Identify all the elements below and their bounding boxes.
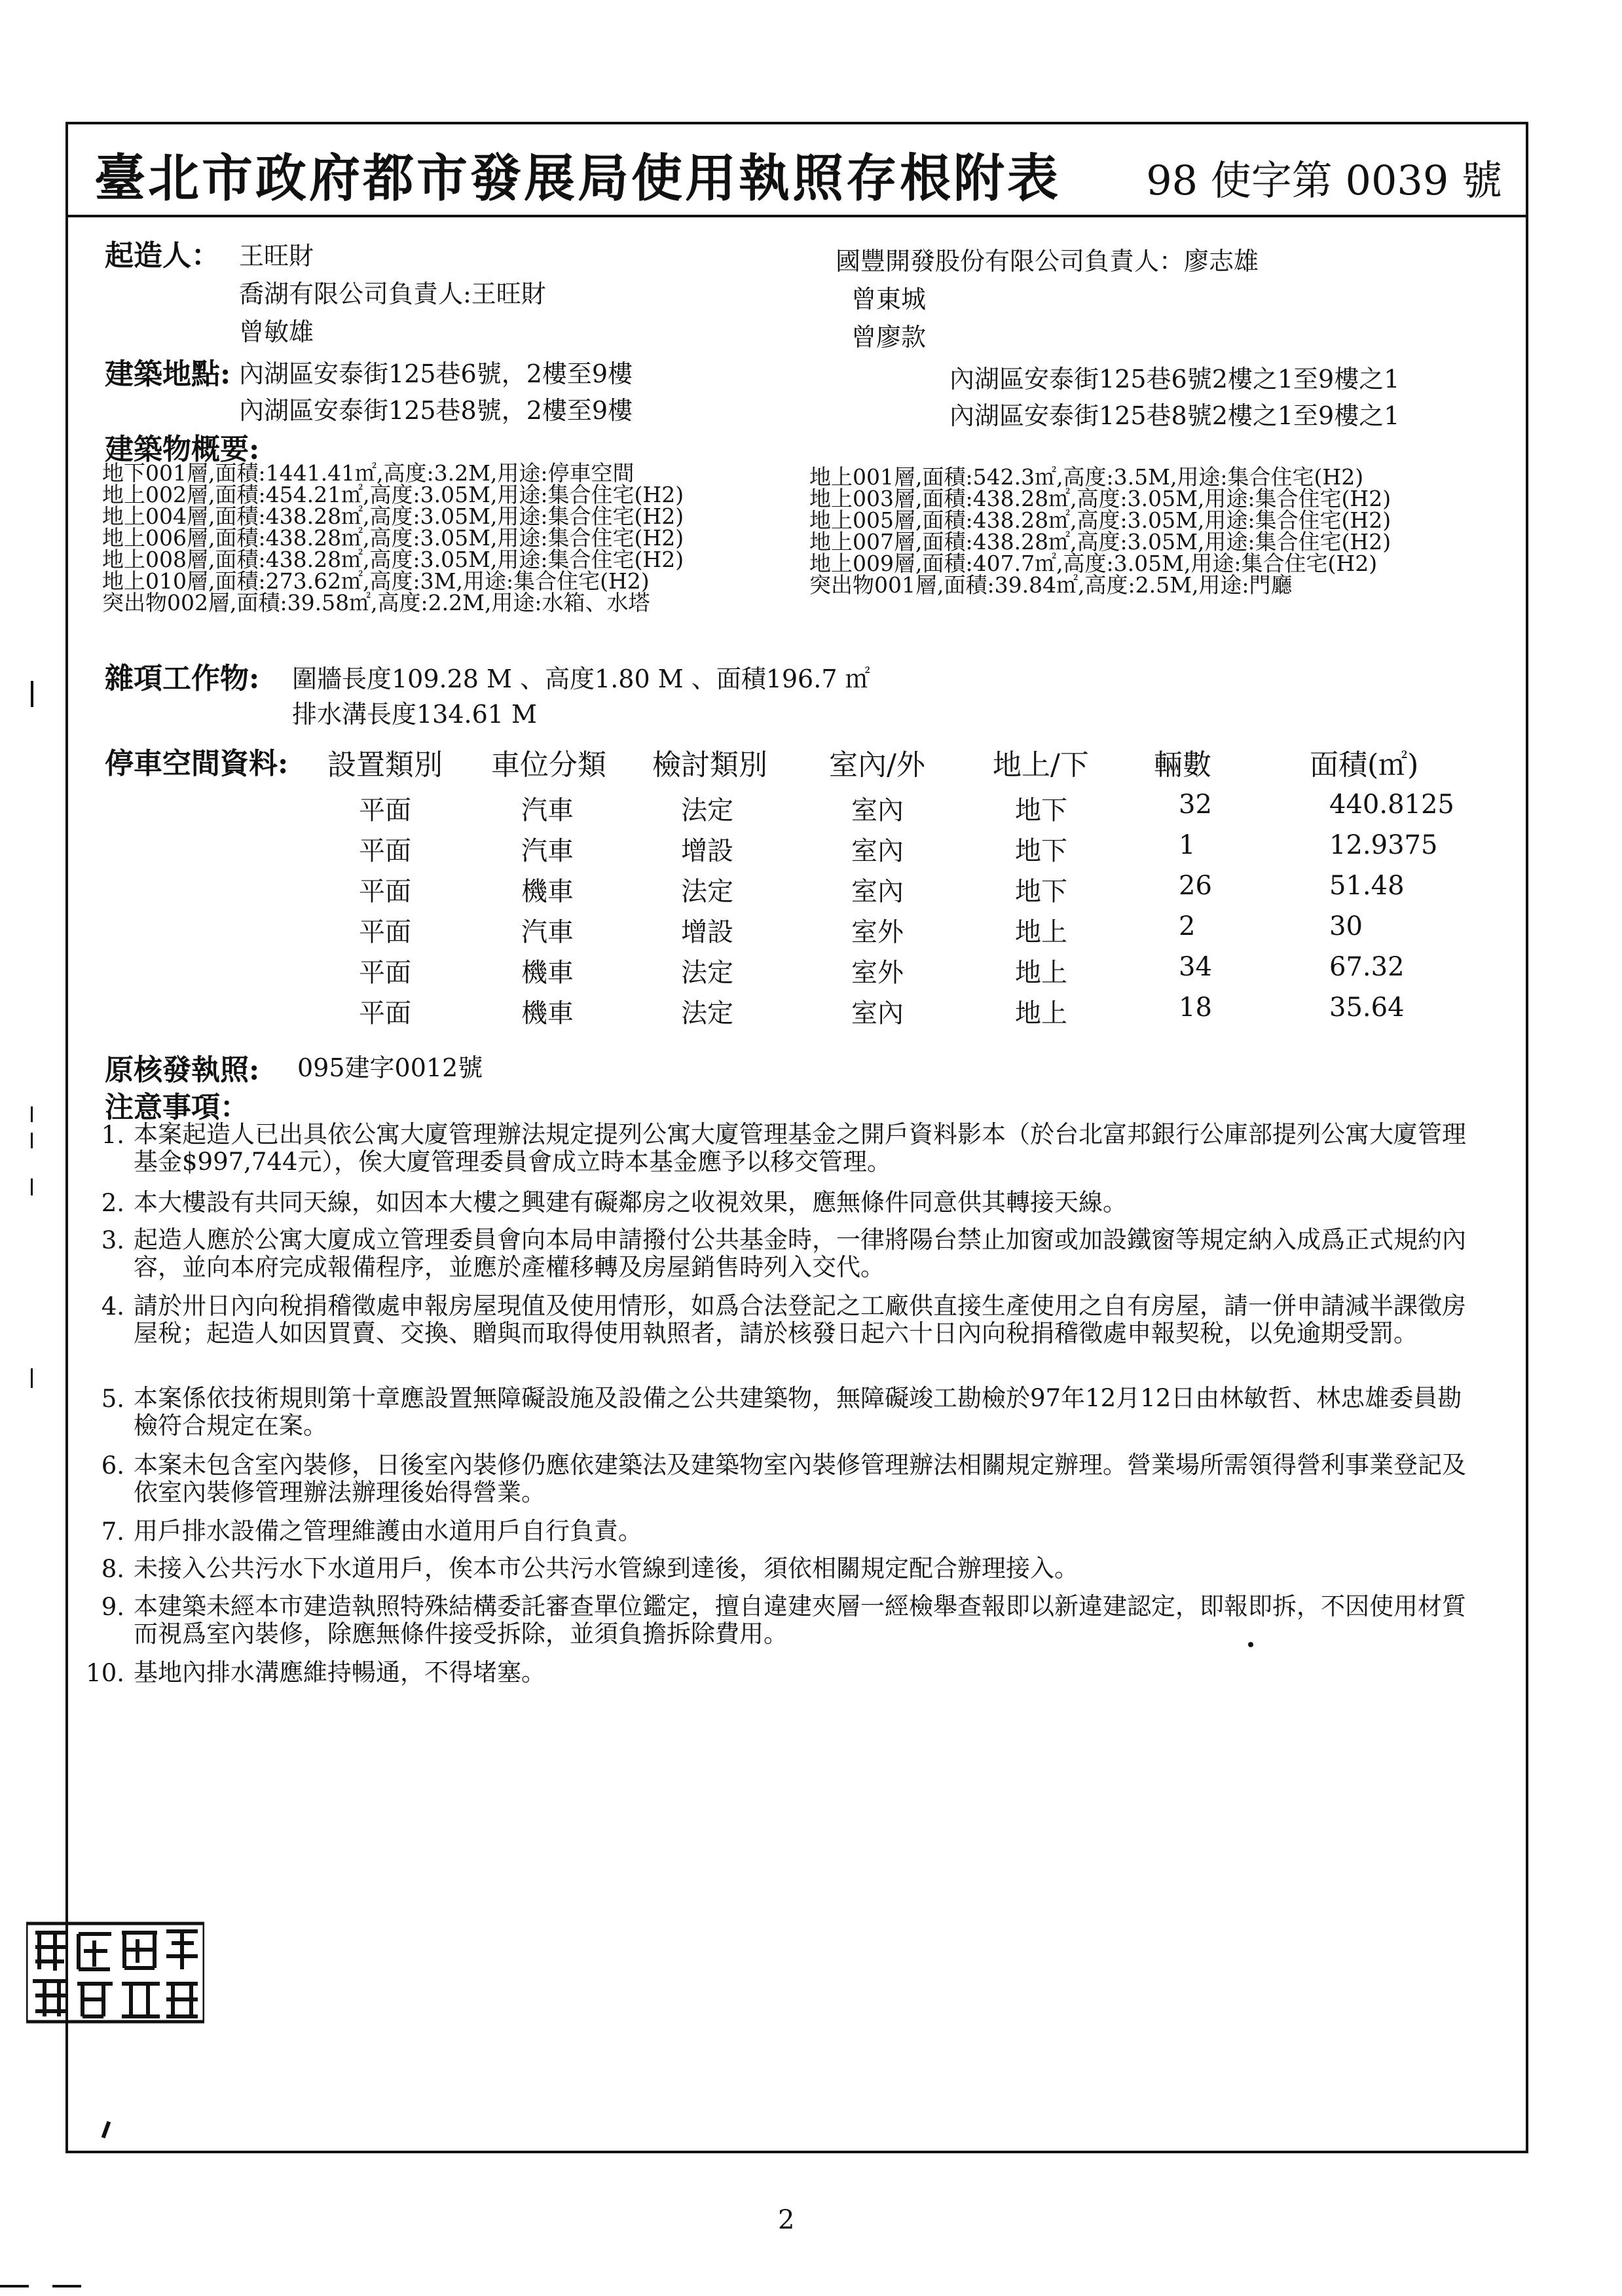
parking-cell-category: 汽車 — [521, 836, 574, 866]
note-text: 起造人應於公寓大廈成立管理委員會向本局申請撥付公共基金時，一律將陽台禁止加窗或加設鐵窗等規定納入成爲正式規約內容，並向本府完成報備程序，並應於產權移轉及房屋銷售時列入交代。 — [134, 1226, 1466, 1281]
overview-left-line: 突出物002層,面積:39.58㎡,高度:2.2M,用途:水箱、水塔 — [102, 590, 650, 615]
overview-label: 建築物概要: — [105, 433, 260, 466]
applicant-right-1: 國豐開發股份有限公司負責人：廖志雄 — [836, 247, 1259, 276]
note-number: 2. — [101, 1189, 124, 1217]
parking-cell-level: 地下 — [1015, 877, 1067, 907]
official-seal-stamp — [26, 1921, 204, 2024]
parking-cell-count: 26 — [1179, 871, 1212, 901]
overview-right-line: 地上003層,面積:438.28㎡,高度:3.05M,用途:集合住宅(H2) — [809, 486, 1392, 511]
note-number: 1. — [101, 1121, 124, 1149]
scan-mark — [31, 681, 33, 707]
parking-cell-indoor: 室內 — [851, 836, 904, 866]
parking-cell-type: 平面 — [359, 958, 411, 988]
note-text: 本案未包含室內裝修，日後室內裝修仍應依建築法及建築物室內裝修管理辦法相關規定辦理。營業場所需領得營利事業登記及依室內裝修管理辦法辦理後始得營業。 — [134, 1451, 1466, 1506]
parking-cell-area: 67.32 — [1329, 952, 1405, 982]
note-number: 9. — [101, 1593, 124, 1621]
parking-cell-area: 35.64 — [1329, 993, 1405, 1023]
parking-cell-category: 機車 — [521, 877, 574, 907]
applicant-left-1: 王旺財 — [239, 242, 314, 270]
parking-header-level: 地上/下 — [993, 748, 1089, 782]
note-text: 本案起造人已出具依公寓大廈管理辦法規定提列公寓大廈管理基金之開戶資料影本（於台北富邦銀行公庫部提列公寓大廈管理基金$997,744元），俟大廈管理委員會成立時本基金應予以移交管理。 — [134, 1120, 1466, 1176]
parking-cell-count: 18 — [1179, 993, 1212, 1023]
misc-label: 雜項工作物: — [105, 662, 260, 695]
parking-cell-count: 34 — [1179, 952, 1212, 982]
note-number: 4. — [101, 1292, 124, 1321]
misc-line-1: 圍牆長度109.28 M 、高度1.80 M 、面積196.7 ㎡ — [292, 665, 870, 693]
parking-cell-review: 增設 — [681, 836, 733, 866]
parking-cell-indoor: 室外 — [851, 958, 904, 988]
parking-cell-review: 法定 — [681, 998, 733, 1029]
parking-header-category: 車位分類 — [491, 748, 606, 782]
parking-cell-level: 地下 — [1015, 795, 1067, 826]
document-title: 臺北市政府都市發展局使用執照存根附表 — [94, 149, 1061, 208]
note-number: 5. — [101, 1385, 124, 1413]
overview-left-line: 地上006層,面積:438.28㎡,高度:3.05M,用途:集合住宅(H2) — [102, 525, 684, 551]
overview-right-line: 地上007層,面積:438.28㎡,高度:3.05M,用途:集合住宅(H2) — [809, 529, 1392, 555]
overview-left-list — [102, 462, 684, 613]
parking-cell-review: 法定 — [681, 795, 733, 826]
parking-cell-review: 法定 — [681, 877, 733, 907]
parking-header-type: 設置類別 — [327, 748, 443, 782]
note-text: 未接入公共污水下水道用戶，俟本市公共污水管線到達後，須依相關規定配合辦理接入。 — [134, 1554, 1078, 1582]
applicants-label: 起造人： — [105, 239, 220, 272]
applicant-left-2: 喬湖有限公司負責人:王旺財 — [239, 280, 546, 308]
parking-cell-count: 32 — [1179, 790, 1212, 820]
parking-header-review: 檢討類別 — [652, 748, 767, 782]
overview-right-line: 地上001層,面積:542.3㎡,高度:3.5M,用途:集合住宅(H2) — [809, 464, 1364, 490]
parking-cell-indoor: 室內 — [851, 795, 904, 826]
parking-cell-area: 12.9375 — [1329, 830, 1438, 860]
parking-cell-indoor: 室外 — [851, 917, 904, 947]
overview-left-line: 地上002層,面積:454.21㎡,高度:3.05M,用途:集合住宅(H2) — [102, 482, 684, 507]
note-number: 3. — [101, 1226, 124, 1254]
parking-cell-area: 51.48 — [1329, 871, 1405, 901]
site-left-1: 內湖區安泰街125巷6號，2樓至9樓 — [239, 359, 633, 388]
site-right-1: 內湖區安泰街125巷6號2樓之1至9樓之1 — [949, 365, 1400, 393]
original-permit-label: 原核發執照: — [105, 1053, 260, 1087]
parking-cell-count: 1 — [1179, 830, 1196, 860]
parking-cell-count: 2 — [1179, 911, 1196, 941]
overview-right-line: 地上005層,面積:438.28㎡,高度:3.05M,用途:集合住宅(H2) — [809, 507, 1392, 533]
parking-cell-review: 增設 — [681, 917, 733, 947]
note-text: 本大樓設有共同天線，如因本大樓之興建有礙鄰房之收視效果，應無條件同意供其轉接天線。 — [134, 1188, 1127, 1216]
misc-line-2: 排水溝長度134.61 M — [292, 700, 537, 729]
parking-header-count: 輛數 — [1154, 748, 1211, 782]
note-number: 8. — [101, 1555, 124, 1583]
permit-number: 98 使字第 0039 號 — [1146, 156, 1502, 204]
page-number: 2 — [778, 2205, 795, 2235]
parking-cell-type: 平面 — [359, 877, 411, 907]
parking-header-indoor: 室內/外 — [829, 748, 925, 782]
scan-mark — [31, 1106, 33, 1122]
parking-cell-type: 平面 — [359, 998, 411, 1029]
note-text: 本建築未經本市建造執照特殊結構委託審查單位鑑定，擅自違建夾層一經檢舉查報即以新違建認定，即報即拆，不因使用材質而視爲室內裝修，除應無條件接受拆除，並須負擔拆除費用。 — [134, 1592, 1466, 1648]
site-left-2: 內湖區安泰街125巷8號，2樓至9樓 — [239, 396, 633, 425]
scan-dot — [1248, 1642, 1253, 1647]
notes-label: 注意事項： — [105, 1091, 249, 1124]
scan-mark — [52, 2285, 81, 2287]
note-text: 本案係依技術規則第十章應設置無障礙設施及設備之公共建築物，無障礙竣工勘檢於97年12月12日由林敏哲、林忠雄委員勘檢符合規定在案。 — [134, 1384, 1462, 1440]
parking-cell-category: 汽車 — [521, 917, 574, 947]
parking-cell-category: 機車 — [521, 998, 574, 1029]
original-permit-value: 095建字0012號 — [297, 1053, 483, 1082]
parking-cell-category: 汽車 — [521, 795, 574, 826]
note-text: 基地內排水溝應維持暢通，不得堵塞。 — [134, 1658, 545, 1686]
parking-label: 停車空間資料: — [105, 747, 289, 780]
parking-cell-type: 平面 — [359, 795, 411, 826]
note-text: 請於卅日內向稅捐稽徵處申報房屋現值及使用情形，如爲合法登記之工廠供直接生產使用之自有房屋，請一併申請減半課徵房屋稅；起造人如因買賣、交換、贈與而取得使用執照者，請於核發日起六十日內向稅捐稽徵處申報契稅，以免逾期受罰。 — [134, 1292, 1466, 1347]
overview-left-line: 地下001層,面積:1441.41㎡,高度:3.2M,用途:停車空間 — [102, 460, 635, 486]
scan-mark — [0, 2285, 29, 2287]
parking-cell-level: 地上 — [1015, 958, 1067, 988]
parking-cell-review: 法定 — [681, 958, 733, 988]
note-number: 7. — [101, 1518, 124, 1546]
note-text: 用戶排水設備之管理維護由水道用戶自行負責。 — [134, 1517, 642, 1545]
applicant-right-3: 曾廖款 — [851, 323, 927, 352]
parking-cell-type: 平面 — [359, 836, 411, 866]
parking-header-area: 面積(㎡) — [1310, 748, 1419, 782]
parking-cell-indoor: 室內 — [851, 877, 904, 907]
scan-mark — [31, 1368, 33, 1388]
parking-cell-area: 440.8125 — [1329, 790, 1454, 820]
applicant-left-3: 曾敏雄 — [239, 318, 314, 346]
overview-left-line: 地上004層,面積:438.28㎡,高度:3.05M,用途:集合住宅(H2) — [102, 503, 684, 529]
note-number: 10. — [86, 1659, 124, 1687]
site-right-2: 內湖區安泰街125巷8號2樓之1至9樓之1 — [949, 401, 1400, 430]
parking-cell-type: 平面 — [359, 917, 411, 947]
overview-right-line: 突出物001層,面積:39.84㎡,高度:2.5M,用途:門廳 — [809, 572, 1293, 598]
parking-cell-category: 機車 — [521, 958, 574, 988]
site-label: 建築地點: — [105, 357, 231, 391]
parking-cell-indoor: 室內 — [851, 998, 904, 1029]
overview-left-line: 地上010層,面積:273.62㎡,高度:3M,用途:集合住宅(H2) — [102, 568, 650, 594]
overview-right-list — [809, 466, 1391, 596]
parking-cell-level: 地上 — [1015, 998, 1067, 1029]
note-number: 6. — [101, 1451, 124, 1480]
applicant-right-2: 曾東城 — [851, 285, 927, 314]
parking-cell-area: 30 — [1329, 911, 1363, 941]
overview-left-line: 地上008層,面積:438.28㎡,高度:3.05M,用途:集合住宅(H2) — [102, 547, 684, 572]
overview-right-line: 地上009層,面積:407.7㎡,高度:3.05M,用途:集合住宅(H2) — [809, 551, 1378, 576]
parking-cell-level: 地上 — [1015, 917, 1067, 947]
title-bar — [68, 124, 1526, 217]
scan-mark — [31, 1178, 33, 1195]
parking-cell-level: 地下 — [1015, 836, 1067, 866]
scan-mark — [31, 1133, 33, 1148]
